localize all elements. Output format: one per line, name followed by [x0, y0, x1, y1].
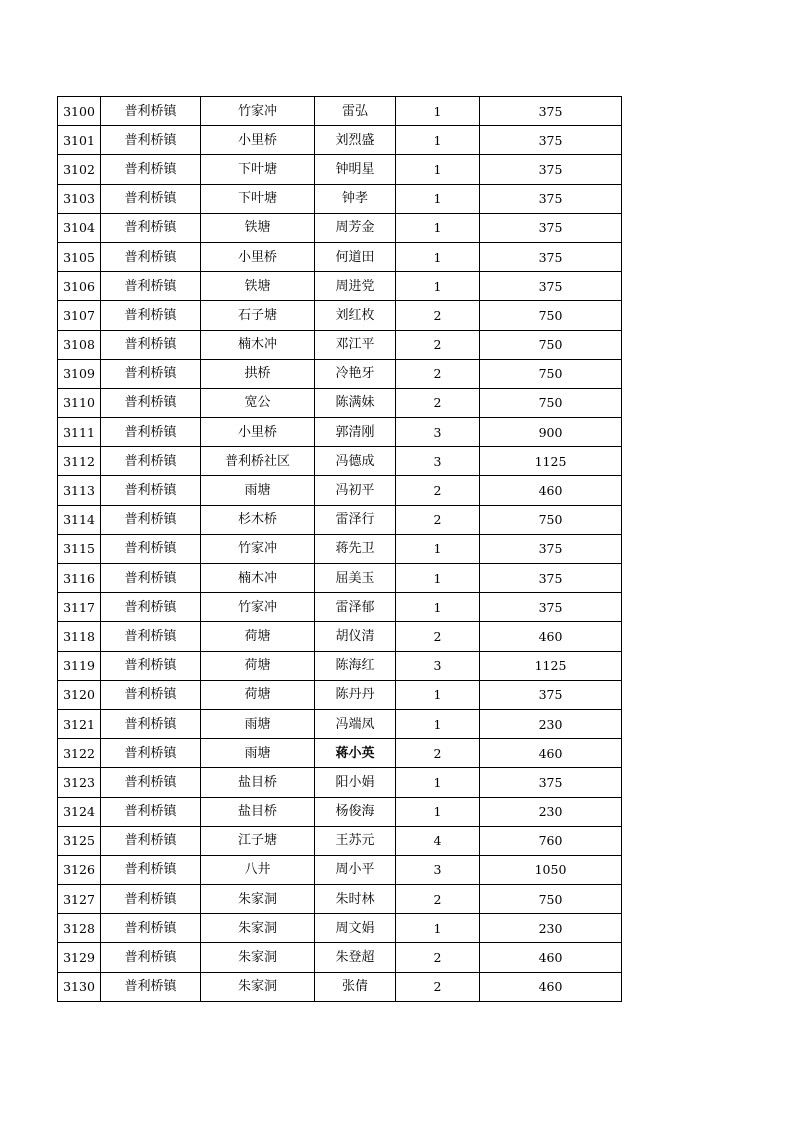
cell-name: 周文娟 [315, 914, 396, 943]
cell-village: 朱家洞 [201, 972, 315, 1001]
cell-count: 3 [396, 418, 480, 447]
table-row [58, 242, 622, 271]
table-row [58, 330, 622, 359]
cell-town: 普利桥镇 [101, 972, 201, 1001]
cell-count: 3 [396, 447, 480, 476]
cell-town: 普利桥镇 [101, 447, 201, 476]
table-row [58, 155, 622, 184]
cell-amount: 230 [480, 797, 622, 826]
cell-name: 张倩 [315, 972, 396, 1001]
cell-village: 楠木冲 [201, 564, 315, 593]
cell-count: 2 [396, 330, 480, 359]
cell-name: 刘烈盛 [315, 126, 396, 155]
cell-town: 普利桥镇 [101, 680, 201, 709]
cell-village: 竹家冲 [201, 593, 315, 622]
cell-count: 2 [396, 885, 480, 914]
cell-serial-number: 3104 [58, 213, 101, 242]
cell-amount: 375 [480, 213, 622, 242]
cell-name: 周芳金 [315, 213, 396, 242]
table-row [58, 418, 622, 447]
cell-count: 1 [396, 272, 480, 301]
cell-town: 普利桥镇 [101, 388, 201, 417]
cell-count: 2 [396, 476, 480, 505]
table-row [58, 359, 622, 388]
cell-village: 小里桥 [201, 418, 315, 447]
cell-serial-number: 3121 [58, 709, 101, 738]
cell-name: 朱登超 [315, 943, 396, 972]
cell-name: 冯德成 [315, 447, 396, 476]
cell-count: 2 [396, 388, 480, 417]
cell-town: 普利桥镇 [101, 885, 201, 914]
table-row [58, 972, 622, 1001]
cell-amount: 750 [480, 388, 622, 417]
cell-serial-number: 3106 [58, 272, 101, 301]
cell-name: 蒋先卫 [315, 534, 396, 563]
cell-count: 1 [396, 213, 480, 242]
cell-name: 郭清刚 [315, 418, 396, 447]
cell-count: 2 [396, 505, 480, 534]
cell-name: 胡仪清 [315, 622, 396, 651]
cell-amount: 375 [480, 564, 622, 593]
cell-town: 普利桥镇 [101, 359, 201, 388]
cell-amount: 460 [480, 972, 622, 1001]
cell-count: 2 [396, 301, 480, 330]
cell-count: 2 [396, 359, 480, 388]
cell-name: 蒋小英 [315, 739, 396, 768]
cell-count: 3 [396, 651, 480, 680]
cell-amount: 750 [480, 301, 622, 330]
cell-village: 铁塘 [201, 272, 315, 301]
cell-serial-number: 3130 [58, 972, 101, 1001]
cell-serial-number: 3129 [58, 943, 101, 972]
table-row [58, 564, 622, 593]
cell-town: 普利桥镇 [101, 855, 201, 884]
cell-village: 楠木冲 [201, 330, 315, 359]
table-row [58, 301, 622, 330]
cell-name: 钟孝 [315, 184, 396, 213]
cell-village: 下叶塘 [201, 155, 315, 184]
cell-count: 1 [396, 534, 480, 563]
cell-serial-number: 3116 [58, 564, 101, 593]
cell-name: 周小平 [315, 855, 396, 884]
cell-count: 1 [396, 709, 480, 738]
data-table [57, 96, 622, 1002]
cell-name: 钟明星 [315, 155, 396, 184]
cell-amount: 1125 [480, 447, 622, 476]
cell-count: 1 [396, 155, 480, 184]
cell-name: 刘红枚 [315, 301, 396, 330]
cell-town: 普利桥镇 [101, 155, 201, 184]
cell-name: 陈海红 [315, 651, 396, 680]
cell-village: 朱家洞 [201, 885, 315, 914]
table-row [58, 768, 622, 797]
cell-town: 普利桥镇 [101, 797, 201, 826]
cell-amount: 375 [480, 534, 622, 563]
cell-amount: 900 [480, 418, 622, 447]
cell-name: 冯端凤 [315, 709, 396, 738]
cell-amount: 750 [480, 505, 622, 534]
table-row [58, 680, 622, 709]
cell-village: 荷塘 [201, 651, 315, 680]
cell-serial-number: 3117 [58, 593, 101, 622]
table-row [58, 593, 622, 622]
cell-serial-number: 3122 [58, 739, 101, 768]
cell-town: 普利桥镇 [101, 418, 201, 447]
table-row [58, 184, 622, 213]
cell-village: 朱家洞 [201, 943, 315, 972]
cell-town: 普利桥镇 [101, 330, 201, 359]
cell-name: 陈满妹 [315, 388, 396, 417]
cell-village: 竹家冲 [201, 534, 315, 563]
table-row [58, 739, 622, 768]
cell-count: 2 [396, 622, 480, 651]
cell-amount: 375 [480, 680, 622, 709]
cell-village: 石子塘 [201, 301, 315, 330]
table-row [58, 943, 622, 972]
cell-village: 荷塘 [201, 622, 315, 651]
cell-serial-number: 3123 [58, 768, 101, 797]
cell-town: 普利桥镇 [101, 914, 201, 943]
cell-village: 竹家冲 [201, 97, 315, 126]
table-row [58, 622, 622, 651]
cell-count: 2 [396, 943, 480, 972]
cell-count: 1 [396, 680, 480, 709]
cell-village: 八井 [201, 855, 315, 884]
cell-name: 王苏元 [315, 826, 396, 855]
cell-town: 普利桥镇 [101, 505, 201, 534]
cell-name: 周进党 [315, 272, 396, 301]
cell-village: 小里桥 [201, 126, 315, 155]
cell-count: 2 [396, 739, 480, 768]
table-row [58, 213, 622, 242]
cell-serial-number: 3128 [58, 914, 101, 943]
table-row [58, 709, 622, 738]
cell-serial-number: 3107 [58, 301, 101, 330]
cell-count: 1 [396, 768, 480, 797]
cell-village: 盐目桥 [201, 797, 315, 826]
table-row [58, 126, 622, 155]
cell-town: 普利桥镇 [101, 622, 201, 651]
cell-village: 普利桥社区 [201, 447, 315, 476]
cell-town: 普利桥镇 [101, 768, 201, 797]
cell-serial-number: 3118 [58, 622, 101, 651]
cell-village: 下叶塘 [201, 184, 315, 213]
cell-count: 1 [396, 242, 480, 271]
cell-serial-number: 3126 [58, 855, 101, 884]
cell-village: 盐目桥 [201, 768, 315, 797]
cell-town: 普利桥镇 [101, 534, 201, 563]
cell-serial-number: 3127 [58, 885, 101, 914]
cell-town: 普利桥镇 [101, 272, 201, 301]
cell-count: 1 [396, 97, 480, 126]
cell-serial-number: 3119 [58, 651, 101, 680]
table-row [58, 97, 622, 126]
cell-village: 朱家洞 [201, 914, 315, 943]
cell-amount: 230 [480, 709, 622, 738]
cell-town: 普利桥镇 [101, 301, 201, 330]
cell-amount: 460 [480, 476, 622, 505]
table-row [58, 651, 622, 680]
cell-count: 1 [396, 593, 480, 622]
cell-serial-number: 3108 [58, 330, 101, 359]
cell-amount: 375 [480, 184, 622, 213]
cell-name: 冯初平 [315, 476, 396, 505]
cell-serial-number: 3124 [58, 797, 101, 826]
cell-serial-number: 3110 [58, 388, 101, 417]
cell-name: 阳小娟 [315, 768, 396, 797]
cell-town: 普利桥镇 [101, 126, 201, 155]
cell-amount: 375 [480, 242, 622, 271]
cell-name: 陈丹丹 [315, 680, 396, 709]
cell-amount: 375 [480, 272, 622, 301]
cell-village: 江子塘 [201, 826, 315, 855]
cell-amount: 230 [480, 914, 622, 943]
cell-town: 普利桥镇 [101, 593, 201, 622]
table-row [58, 447, 622, 476]
cell-name: 雷泽行 [315, 505, 396, 534]
cell-serial-number: 3109 [58, 359, 101, 388]
cell-serial-number: 3120 [58, 680, 101, 709]
cell-serial-number: 3113 [58, 476, 101, 505]
cell-town: 普利桥镇 [101, 651, 201, 680]
cell-amount: 375 [480, 97, 622, 126]
cell-village: 铁塘 [201, 213, 315, 242]
cell-name: 屈美玉 [315, 564, 396, 593]
cell-amount: 375 [480, 155, 622, 184]
cell-serial-number: 3101 [58, 126, 101, 155]
cell-village: 雨塘 [201, 739, 315, 768]
cell-serial-number: 3102 [58, 155, 101, 184]
cell-name: 冷艳牙 [315, 359, 396, 388]
cell-town: 普利桥镇 [101, 97, 201, 126]
cell-amount: 1125 [480, 651, 622, 680]
cell-village: 拱桥 [201, 359, 315, 388]
cell-village: 宽公 [201, 388, 315, 417]
cell-town: 普利桥镇 [101, 709, 201, 738]
cell-serial-number: 3111 [58, 418, 101, 447]
cell-town: 普利桥镇 [101, 184, 201, 213]
table-row [58, 388, 622, 417]
cell-village: 杉木桥 [201, 505, 315, 534]
cell-town: 普利桥镇 [101, 826, 201, 855]
cell-village: 荷塘 [201, 680, 315, 709]
cell-serial-number: 3125 [58, 826, 101, 855]
cell-amount: 1050 [480, 855, 622, 884]
cell-name: 杨俊海 [315, 797, 396, 826]
table-row [58, 505, 622, 534]
cell-town: 普利桥镇 [101, 943, 201, 972]
cell-serial-number: 3115 [58, 534, 101, 563]
cell-name: 邓江平 [315, 330, 396, 359]
cell-town: 普利桥镇 [101, 476, 201, 505]
cell-serial-number: 3112 [58, 447, 101, 476]
table-row [58, 534, 622, 563]
cell-count: 1 [396, 914, 480, 943]
cell-name: 何道田 [315, 242, 396, 271]
cell-serial-number: 3103 [58, 184, 101, 213]
cell-name: 雷弘 [315, 97, 396, 126]
cell-town: 普利桥镇 [101, 242, 201, 271]
cell-village: 雨塘 [201, 709, 315, 738]
cell-amount: 375 [480, 126, 622, 155]
table-row [58, 476, 622, 505]
table-body [58, 97, 622, 1002]
cell-amount: 750 [480, 885, 622, 914]
cell-name: 雷泽郁 [315, 593, 396, 622]
cell-village: 小里桥 [201, 242, 315, 271]
cell-count: 3 [396, 855, 480, 884]
table-row [58, 797, 622, 826]
cell-amount: 375 [480, 768, 622, 797]
cell-count: 1 [396, 184, 480, 213]
cell-town: 普利桥镇 [101, 739, 201, 768]
cell-amount: 375 [480, 593, 622, 622]
cell-serial-number: 3105 [58, 242, 101, 271]
cell-amount: 750 [480, 359, 622, 388]
table-row [58, 885, 622, 914]
table-row [58, 855, 622, 884]
cell-town: 普利桥镇 [101, 213, 201, 242]
cell-serial-number: 3114 [58, 505, 101, 534]
table-row [58, 914, 622, 943]
cell-count: 1 [396, 564, 480, 593]
cell-amount: 460 [480, 622, 622, 651]
cell-amount: 460 [480, 943, 622, 972]
cell-count: 1 [396, 126, 480, 155]
cell-amount: 760 [480, 826, 622, 855]
cell-name: 朱时林 [315, 885, 396, 914]
table-row [58, 826, 622, 855]
cell-amount: 750 [480, 330, 622, 359]
cell-village: 雨塘 [201, 476, 315, 505]
cell-serial-number: 3100 [58, 97, 101, 126]
cell-town: 普利桥镇 [101, 564, 201, 593]
cell-count: 4 [396, 826, 480, 855]
cell-count: 1 [396, 797, 480, 826]
cell-count: 2 [396, 972, 480, 1001]
table-row [58, 272, 622, 301]
cell-amount: 460 [480, 739, 622, 768]
